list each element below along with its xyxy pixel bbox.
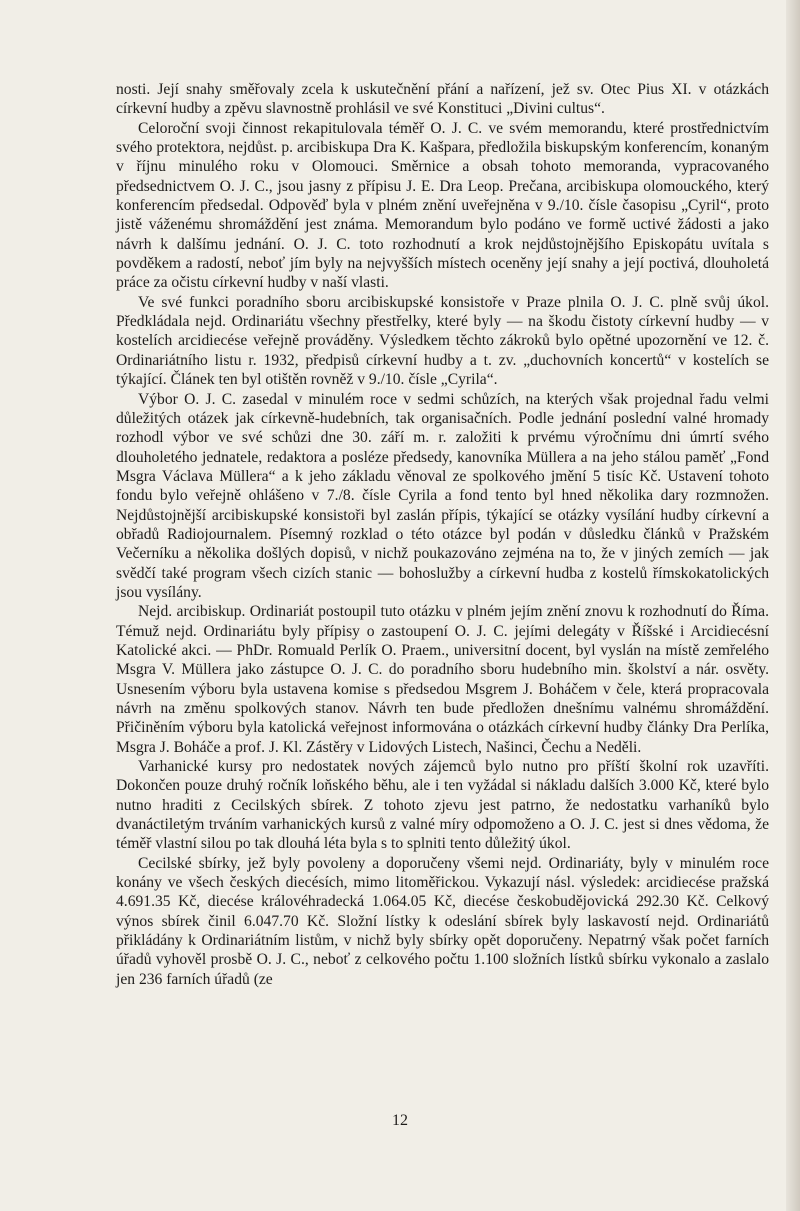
paragraph-consistory: Ve své funkci poradního sboru arcibiskupské konsistoře v Praze plnila O. J. C. plně svůj úkol. Předkládala nejd. Ordinariátu všechny přestřelky, které byly — na škodu čistoty církevní hudby — v kostelích arcidiecése veřejně prováděny. Výsledkem těchto zákroků bylo opětné upozornění ve 12. č. Ordinariátního listu r. 1932, předpisů církevní hudby a t. zv. „duchovních koncertů“ v kostelích se týkající. Článek ten byl otištěn rovněž v 9./10. čísle „Cyrila“. [116,293,769,389]
paragraph-continuation: nosti. Její snahy směřovaly zcela k uskutečnění přání a nařízení, jež sv. Otec Pius XI. v otázkách církevní hudby a zpěvu slavnostně prohlásil ve své Konstituci „Divini cultus“. [116,81,769,118]
page-edge-shadow [786,0,800,1211]
paragraph-committee: Výbor O. J. C. zasedal v minulém roce v sedmi schůzích, na kterých však projednal řadu velmi důležitých otázek jak církevně-hudebních, tak organisačních. Podle jednání poslední valné hromady rozhodl výbor ve své schůzi dne 30. září m. r. založiti k prvému výročnímu dni úmrtí svého dlouholetého jednatele, redaktora a posléze předsedy, kanovníka Müllera a na jeho stálou paměť „Fond Msgra Václava Müllera“ a k jeho základu věnoval ze spolkového jmění 5 tisíc Kč. Ustavení tohoto fondu bylo veřejně ohlášeno v 7./8. čísle Cyrila a fond tento byl hned několika dary rozmnožen. Nejdůstojnější arcibiskupské konsistoři byl zaslán přípis, týkající se otázky vysílání hudby církevní a obřadů Radiojournalem. Písemný rozklad o této otázce byl podán v důsledku článků v Pražském Večerníku a několika došlých dopisů, v nichž poukazováno zejména na to, že v jiných zemích — jak svědčí také program všech cizích stanic — bohoslužby a církevní hudba z kostelů římskokatolických jsou vysílány. [116,390,769,601]
paragraph-organ-courses: Varhanické kursy pro nedostatek nových zájemců bylo nutno pro příští školní rok uzavříti. Dokončen pouze druhý ročník loňského běhu, ale i ten vyžádal si nákladu dalších 3.000 Kč, které bylo nutno hraditi z Cecilských sbírek. Z tohoto zjevu jest patrno, že nedostatku varhaníků bylo dvanáctiletým trváním varhanických kursů z valné míry odpomoženo a O. J. C. jest si dnes vědoma, že téměř vlastní silou po tak dlouhá léta byla s to splniti tento důležitý úkol. [116,758,769,853]
body-text [116,80,769,989]
page-number: 12 [392,1112,408,1129]
paragraph-ordinariate: Nejd. arcibiskup. Ordinariát postoupil tuto otázku v plném jejím znění znovu k rozhodnutí do Říma. Témuž nejd. Ordinariátu byly přípisy o zastoupení O. J. C. jejími delegáty v Říšské i Arcidiecésní Katolické akci. — PhDr. Romuald Perlík O. Praem., universitní docent, byl vyslán na místě zemřelého Msgra V. Müllera jako zástupce O. J. C. do poradního sboru hudebního min. školství a nár. osvěty. Usnesením výboru byla ustavena komise s předsedou Msgrem J. Boháčem v čele, která propracovala návrh na změnu spolkových stanov. Návrh ten bude předložen dnešnímu valnému shromáždění. Přičiněním výboru byla katolická veřejnost informována o otázkách církevní hudby články Dra Perlíka, Msgra J. Boháče a prof. J. Kl. Zástěry v Lidových Listech, Našinci, Čechu a Neděli. [116,603,769,756]
paragraph-memorandum: Celoroční svoji činnost rekapitulovala téměř O. J. C. ve svém memorandu, které prostřednictvím svého protektora, nejdůst. p. arcibiskupa Dra K. Kašpara, předložila biskupským konferencím, konaným v říjnu minulého roku v Olomouci. Směrnice a obsah tohoto memoranda, vypracovaného předsednictvem O. J. C., jsou jasny z přípisu J. E. Dra Leop. Prečana, arcibiskupa olomouckého, který konferencím předsedal. Odpověď byla v plném znění uveřejněna v 9./10. čísle časopisu „Cyril“, proto jistě váženému shromáždění jest známa. Memorandum bylo podáno ve formě uctivé žádosti a jako návrh k dalšímu jednání. O. J. C. toto rozhodnutí a krok nejdůstojnějšího Episkopátu uvítala s povděkem a radostí, neboť jím byly na nejvyšších místech oceněny její snahy a její poctivá, dlouholetá práce za očistu církevní hudby v naší vlasti. [116,119,769,292]
paragraph-collections: Cecilské sbírky, jež byly povoleny a doporučeny všemi nejd. Ordinariáty, byly v minulém roce konány ve všech českých diecésích, mimo litoměřickou. Vykazují násl. výsledek: arcidiecése pražská 4.691.35 Kč, diecése královéhradecká 1.064.05 Kč, diecése českobudějovická 292.30 Kč. Celkový výnos sbírek činil 6.047.70 Kč. Složní lístky k odeslání sbírek byly laskavostí nejd. Ordinariátů přikládány k Ordinariátním listům, v nichž byly sbírky opět doporučeny. Nepatrný však počet farních úřadů vyhověl prosbě O. J. C., neboť z celkového počtu 1.100 složních lístků sbírku vykonalo a zaslalo jen 236 farních úřadů (ze [116,854,769,988]
